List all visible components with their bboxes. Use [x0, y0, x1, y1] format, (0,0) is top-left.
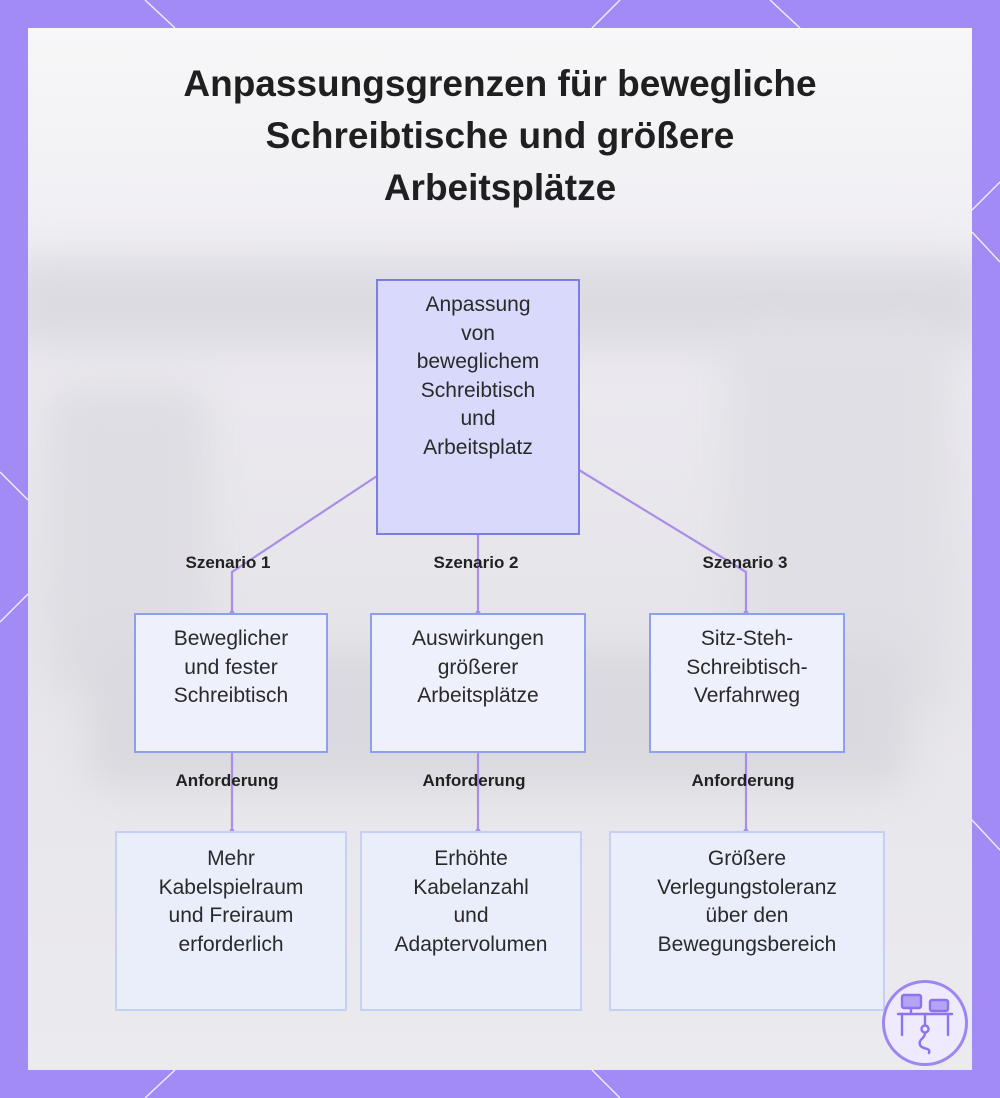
scenario-node-1: [134, 613, 328, 753]
scenario-node-3-text: Sitz-Steh- Schreibtisch- Verfahrweg: [686, 627, 808, 707]
desk-workstation-icon: [885, 983, 965, 1063]
logo-badge: [882, 980, 968, 1066]
edge-label-scenario-2: Szenario 2: [433, 553, 519, 572]
requirement-node-3-text: Größere Verlegungstoleranz über den Bewegungsbereich: [657, 847, 837, 956]
requirement-node-2-text: Erhöhte Kabelanzahl und Adaptervolumen: [394, 847, 548, 956]
title-line-2: Schreibtische und größere: [265, 115, 735, 156]
diagram-title: [60, 58, 940, 214]
requirement-node-2: [360, 831, 582, 1011]
scenario-node-1-text: Beweglicher und fester Schreibtisch: [173, 627, 289, 707]
edge-label-scenario-3: Szenario 3: [702, 553, 788, 572]
requirement-node-1: [115, 831, 347, 1011]
root-node-text: Anpassung von beweglichem Schreibtisch und Arbeitsplatz: [416, 293, 540, 459]
scenario-node-2-text: Auswirkungen größerer Arbeitsplätze: [412, 627, 544, 707]
scenario-node-3: [649, 613, 845, 753]
edge-label-requirement-3: Anforderung: [691, 771, 795, 790]
requirement-node-1-text: Mehr Kabelspielraum und Freiraum erforderlich: [158, 847, 304, 956]
edge-label-scenario-1: Szenario 1: [185, 553, 271, 572]
root-node: [376, 279, 580, 535]
scenario-node-2: [370, 613, 586, 753]
edge-label-requirement-1: Anforderung: [175, 771, 279, 790]
title-line-1: Anpassungsgrenzen für bewegliche: [183, 63, 817, 104]
title-line-3: Arbeitsplätze: [383, 167, 617, 208]
edge-label-requirement-2: Anforderung: [422, 771, 526, 790]
requirement-node-3: [609, 831, 885, 1011]
